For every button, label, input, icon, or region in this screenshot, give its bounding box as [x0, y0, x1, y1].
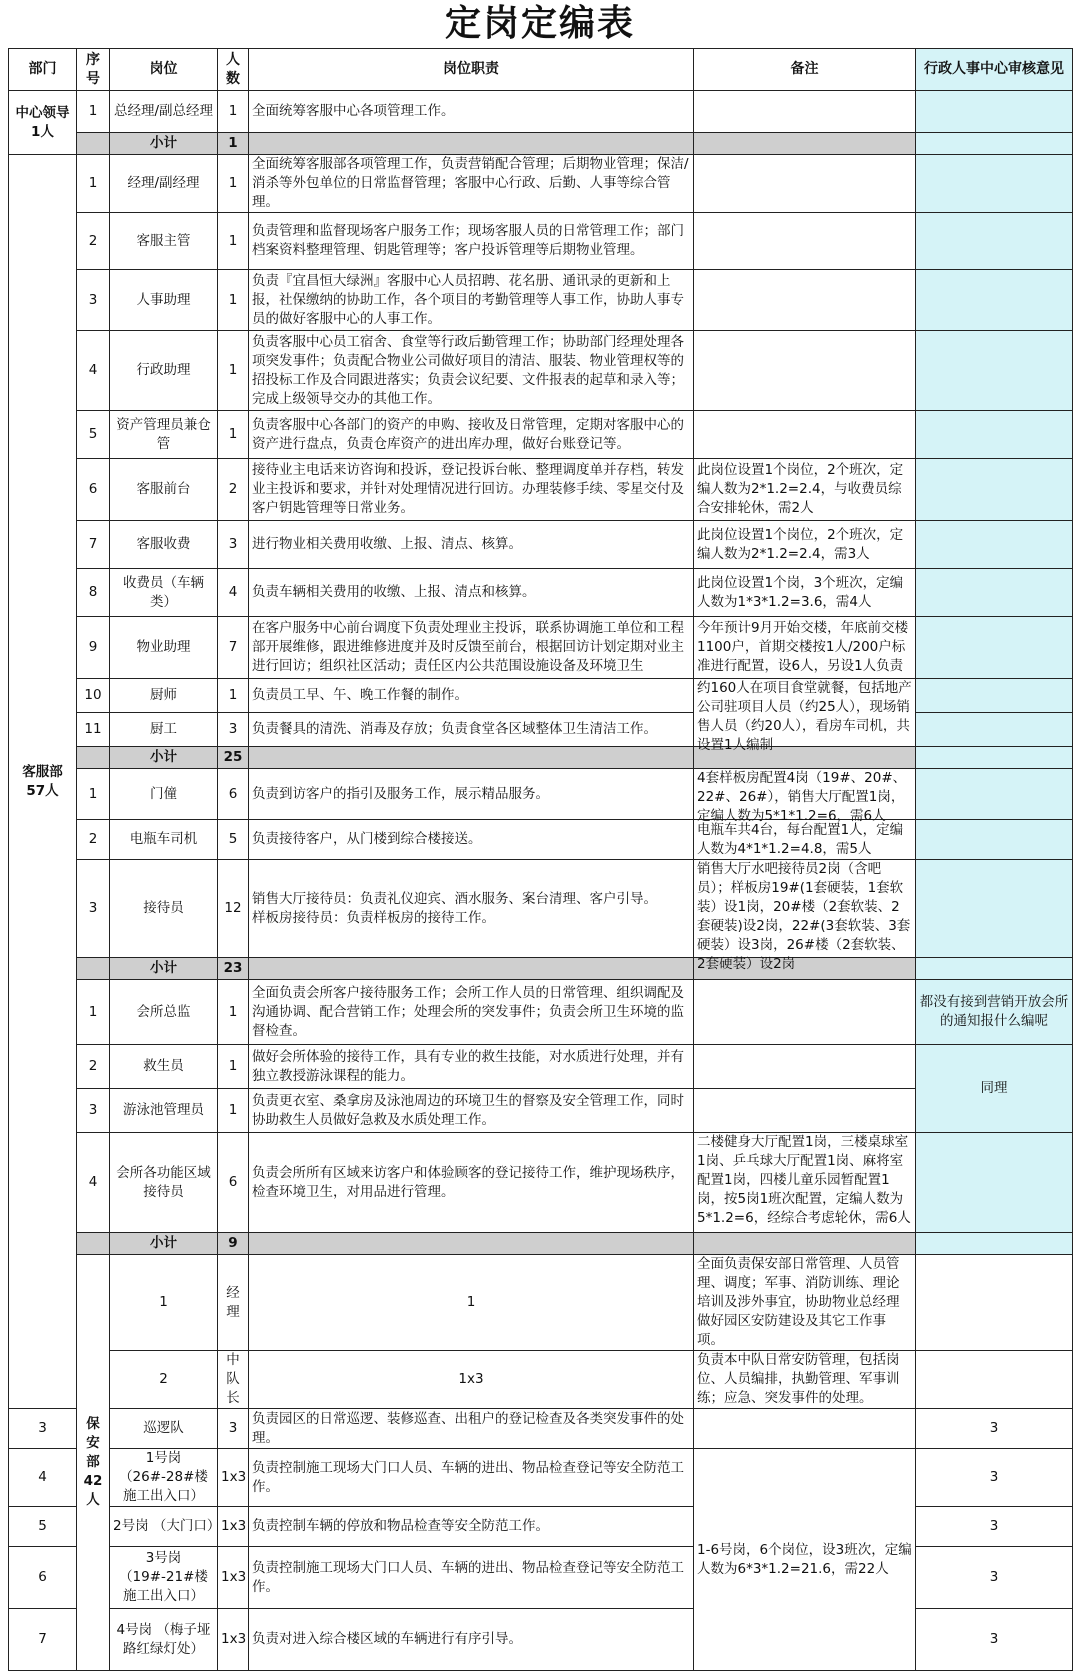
row-seq: 7 [9, 1609, 77, 1671]
row-review [916, 713, 1073, 747]
row-count: 6 [218, 1133, 249, 1233]
row-review: 3 [916, 1409, 1073, 1449]
row-review [916, 521, 1073, 569]
row-count: 3 [218, 713, 249, 747]
row-post: 客服主管 [110, 213, 218, 270]
row-seq: 1 [110, 1255, 218, 1351]
row-review: 3 [916, 1547, 1073, 1609]
table-row [9, 1255, 1073, 1351]
header-seq: 序号 [77, 49, 110, 91]
subtotal-row [9, 1233, 1073, 1255]
row-review: 都没有接到营销开放会所的通知报什么编呢 [916, 980, 1073, 1045]
row-duty: 负责接待客户，从门楼到综合楼接送。 [249, 820, 694, 860]
row-note [694, 91, 916, 133]
row-duty: 在客户服务中心前台调度下负责处理业主投诉，联系协调施工单位和工程部开展维修，跟进维修进度并及时反馈至前台，根据回访计划定期对业主进行回访；组织社区活动；责任区内公共范围设施设备及环境卫生 [249, 617, 694, 679]
row-duty: 负责控制施工现场大门口人员、车辆的进出、物品检查登记等安全防范工作。 [249, 1449, 694, 1507]
subtotal-review [916, 747, 1073, 769]
row-count: 1 [218, 411, 249, 459]
row-duty: 接待业主电话来访咨询和投诉，登记投诉台帐、整理调度单并存档，转发业主投诉和要求，并针对处理情况进行回访。办理装修手续、零星交付及客户钥匙管理等日常业务。 [249, 459, 694, 521]
table-header [9, 49, 1073, 91]
row-duty: 负责会所所有区域来访客户和体验顾客的登记接待工作，维护现场秩序，检查环境卫生，对用品进行管理。 [249, 1133, 694, 1233]
row-post: 救生员 [110, 1045, 218, 1089]
row-review [916, 331, 1073, 411]
row-note [694, 213, 916, 270]
row-duty: 进行物业相关费用收缴、上报、清点、核算。 [249, 521, 694, 569]
row-note: 此岗位设置1个岗，3个班次，定编人数为1*3*1.2=3.6，需4人 [694, 569, 916, 617]
row-note [694, 270, 916, 331]
header-count: 人数 [218, 49, 249, 91]
row-note [916, 1351, 1073, 1409]
table-row [9, 1409, 1073, 1449]
row-review [916, 155, 1073, 213]
subtotal-note [694, 1233, 916, 1255]
header-post: 岗位 [110, 49, 218, 91]
row-seq: 5 [77, 411, 110, 459]
row-seq: 2 [77, 1045, 110, 1089]
subtotal-review [916, 1233, 1073, 1255]
row-duty: 负责控制车辆的停放和物品检查等安全防范工作。 [249, 1507, 694, 1547]
row-seq: 6 [77, 459, 110, 521]
header-duty: 岗位职责 [249, 49, 694, 91]
subtotal-review [916, 133, 1073, 155]
row-post: 收费员（车辆类） [110, 569, 218, 617]
row-seq: 11 [77, 713, 110, 747]
row-note [694, 769, 916, 824]
row-review [916, 617, 1073, 679]
row-note [694, 679, 916, 753]
row-count: 1 [218, 679, 249, 713]
row-post: 物业助理 [110, 617, 218, 679]
row-review: 同理 [916, 1045, 1073, 1133]
row-review [916, 411, 1073, 459]
dept-security: 保安部 42人 [77, 1255, 110, 1671]
row-count: 1 [218, 1089, 249, 1133]
subtotal-seq [77, 747, 110, 769]
table-row [9, 679, 1073, 713]
row-seq: 4 [77, 331, 110, 411]
subtotal-seq [77, 133, 110, 155]
row-post: 资产管理员兼仓管 [110, 411, 218, 459]
row-duty: 负责控制施工现场大门口人员、车辆的进出、物品检查登记等安全防范工作。 [249, 1547, 694, 1609]
row-seq: 7 [77, 521, 110, 569]
row-note [694, 980, 916, 1045]
table-row [9, 980, 1073, 1045]
row-duty: 全面负责会所客户接待服务工作；会所工作人员的日常管理、组织调配及沟通协调、配合营销工作；处理会所的突发事件；负责会所卫生环境的监督检查。 [249, 980, 694, 1045]
row-post: 厨师 [110, 679, 218, 713]
row-post: 游泳池管理员 [110, 1089, 218, 1133]
subtotal-duty [249, 133, 694, 155]
header-review: 行政人事中心审核意见 [916, 49, 1073, 91]
subtotal-label: 小计 [110, 958, 218, 980]
row-count: 1 [218, 980, 249, 1045]
row-note [694, 1045, 916, 1089]
row-duty: 负责餐具的清洗、消毒及存放；负责食堂各区域整体卫生清洁工作。 [249, 713, 694, 747]
subtotal-duty [249, 1233, 694, 1255]
table-row [9, 860, 1073, 958]
row-post: 总经理/副总经理 [110, 91, 218, 133]
row-post: 门僮 [110, 769, 218, 820]
row-duty: 负责『宜昌恒大绿洲』客服中心人员招聘、花名册、通讯录的更新和上报，社保缴纳的协助工作，各个项目的考勤管理等人事工作，协助人事专员的做好客服中心的人事工作。 [249, 270, 694, 331]
subtotal-value: 23 [218, 958, 249, 980]
row-review: 3 [916, 1449, 1073, 1507]
table-row [9, 1351, 1073, 1409]
subtotal-label: 小计 [110, 133, 218, 155]
row-seq: 1 [77, 91, 110, 133]
table-row [9, 569, 1073, 617]
row-duty: 负责更衣室、桑拿房及泳池周边的环境卫生的督察及安全管理工作，同时协助救生人员做好急救及水质处理工作。 [249, 1089, 694, 1133]
page-title: 定岗定编表 [444, 3, 635, 44]
row-post: 4号岗 （梅子垭路红绿灯处） [110, 1609, 218, 1671]
row-post: 客服前台 [110, 459, 218, 521]
row-duty: 全面统筹客服中心各项管理工作。 [249, 91, 694, 133]
row-review [916, 679, 1073, 713]
table-row [9, 411, 1073, 459]
header-note: 备注 [694, 49, 916, 91]
row-duty: 负责园区的日常巡逻、装修巡查、出租户的登记检查及各类突发事件的处理。 [249, 1409, 694, 1449]
row-count: 1 [218, 91, 249, 133]
row-post: 1号岗 （26#-28#楼施工出入口） [110, 1449, 218, 1507]
row-note-shared: 1-6号岗，6个岗位，设3班次，定编人数为6*3*1.2=21.6，需22人 [694, 1449, 916, 1671]
row-seq: 6 [9, 1547, 77, 1609]
row-post: 2号岗 （大门口） [110, 1507, 218, 1547]
row-duty: 负责客服中心各部门的资产的申购、接收及日常管理，定期对客服中心的资产进行盘点，负责仓库资产的进出库办理，做好台账登记等。 [249, 411, 694, 459]
row-count: 1x3 [218, 1449, 249, 1507]
row-seq: 3 [9, 1409, 77, 1449]
table-row [9, 155, 1073, 213]
table-row [9, 617, 1073, 679]
row-seq: 8 [77, 569, 110, 617]
row-post: 接待员 [110, 860, 218, 958]
row-note [694, 331, 916, 411]
subtotal-value: 25 [218, 747, 249, 769]
note-text: 约160人在项目食堂就餐，包括地产公司驻项目人员（约25人），现场销售人员（约20人），看房车司机，共设置1人编制 [697, 680, 912, 753]
row-duty: 销售大厅接待员：负责礼仪迎宾、酒水服务、案台清理、客户引导。 样板房接待员：负责样板房的接待工作。 [249, 860, 694, 958]
row-seq: 4 [9, 1449, 77, 1507]
row-post: 巡逻队 [110, 1409, 218, 1449]
header-dept: 部门 [9, 49, 77, 91]
subtotal-label: 小计 [110, 747, 218, 769]
row-count: 1x3 [218, 1547, 249, 1609]
row-seq: 9 [77, 617, 110, 679]
row-review [916, 769, 1073, 820]
row-count: 1x3 [218, 1609, 249, 1671]
row-count: 12 [218, 860, 249, 958]
row-duty: 负责本中队日常安防管理，包括岗位、人员编排，执勤管理、军事训练；应急、突发事件的处理。 [694, 1351, 916, 1409]
staffing-table [8, 48, 1073, 1671]
row-count: 1 [218, 331, 249, 411]
row-duty: 负责客服中心员工宿舍、食堂等行政后勤管理工作；协助部门经理处理各项突发事件；负责配合物业公司做好项目的清洁、服装、物业管理权等的招投标工作及合同跟进落实；负责会议纪要、文件报表的起草和录入等；完成上级领导交办的其他工作。 [249, 331, 694, 411]
row-seq: 10 [77, 679, 110, 713]
row-duty: 负责到访客户的指引及服务工作，展示精品服务。 [249, 769, 694, 820]
row-seq: 3 [77, 1089, 110, 1133]
row-seq: 3 [77, 270, 110, 331]
row-note: 今年预计9月开始交楼，年底前交楼1100户，首期交楼按1人/200户标准进行配置，设6人，另设1人负责 [694, 617, 916, 679]
subtotal-duty [249, 958, 694, 980]
row-seq: 1 [77, 769, 110, 820]
note-text: 销售大厅水吧接待员2岗（含吧员）；样板房19#(1套硬装，1套软装）设1岗，20#楼（2套软装、2套硬装)设2岗，22#(3套软装、3套硬装）设3岗，26#楼（2套软装、2套硬装）设2岗 [697, 861, 911, 972]
row-post: 会所各功能区域接待员 [110, 1133, 218, 1233]
table-row [9, 459, 1073, 521]
row-duty: 负责员工早、午、晚工作餐的制作。 [249, 679, 694, 713]
subtotal-value: 9 [218, 1233, 249, 1255]
row-duty: 负责管理和监督现场客户服务工作；现场客服人员的日常管理工作；部门档案资料整理管理、钥匙管理等；客户投诉管理等后期物业管理。 [249, 213, 694, 270]
row-note [694, 411, 916, 459]
row-review [916, 91, 1073, 133]
row-post: 会所总监 [110, 980, 218, 1045]
row-seq: 4 [77, 1133, 110, 1233]
subtotal-row [9, 133, 1073, 155]
table-row [9, 769, 1073, 820]
subtotal-note [694, 133, 916, 155]
row-count: 1x3 [249, 1351, 694, 1409]
row-review [916, 270, 1073, 331]
row-review [916, 1133, 1073, 1233]
subtotal-review [916, 958, 1073, 980]
row-count: 5 [218, 820, 249, 860]
row-note [694, 860, 916, 972]
dept-center: 中心领导 1人 [9, 91, 77, 155]
row-post: 行政助理 [110, 331, 218, 411]
row-post: 经理 [218, 1255, 249, 1351]
table-row [9, 1045, 1073, 1089]
note-text: 二楼健身大厅配置1岗，三楼桌球室1岗、乒乓球大厅配置1岗、麻将室配置1岗，四楼儿童乐园暂配置1岗，按5岗1班次配置，定编人数为5*1.2=6，经综合考虑轮休，需6人 [697, 1134, 911, 1226]
subtotal-seq [77, 1233, 110, 1255]
row-count: 6 [218, 769, 249, 820]
row-count: 1 [218, 1045, 249, 1089]
row-seq: 2 [77, 820, 110, 860]
row-count: 4 [218, 569, 249, 617]
table-row [9, 521, 1073, 569]
row-duty: 负责对进入综合楼区域的车辆进行有序引导。 [249, 1609, 694, 1671]
row-review [916, 459, 1073, 521]
row-review: 3 [916, 1609, 1073, 1671]
row-review [916, 213, 1073, 270]
row-seq: 1 [77, 980, 110, 1045]
table-row [9, 1089, 1073, 1133]
row-review [916, 820, 1073, 860]
row-count: 1 [218, 270, 249, 331]
row-note: 电瓶车共4台，每台配置1人，定编人数为4*1*1.2=4.8，需5人 [694, 820, 916, 860]
row-note [694, 1133, 916, 1233]
row-post: 电瓶车司机 [110, 820, 218, 860]
row-note [694, 1409, 916, 1449]
row-duty: 全面统筹客服部各项管理工作，负责营销配合管理；后期物业管理；保洁/消杀等外包单位的日常监督管理；客服中心行政、后勤、人事等综合管理。 [249, 155, 694, 213]
subtotal-value: 1 [218, 133, 249, 155]
row-post: 中队长 [218, 1351, 249, 1409]
subtotal-seq [77, 958, 110, 980]
row-count: 3 [218, 1409, 249, 1449]
subtotal-duty [249, 747, 694, 769]
dept-service: 客服部 57人 [9, 155, 77, 1409]
row-note [916, 1255, 1073, 1351]
row-review [916, 860, 1073, 958]
row-note [694, 1089, 916, 1133]
row-note: 此岗位设置1个岗位，2个班次，定编人数为2*1.2=2.4，与收费员综合安排轮休，需2人 [694, 459, 916, 521]
row-seq: 2 [110, 1351, 218, 1409]
table-row [9, 331, 1073, 411]
row-duty: 做好会所体验的接待工作，具有专业的救生技能，对水质进行处理，并有独立教授游泳课程的能力。 [249, 1045, 694, 1089]
row-review: 3 [916, 1507, 1073, 1547]
table-row [9, 213, 1073, 270]
table-row [9, 91, 1073, 133]
row-duty: 负责车辆相关费用的收缴、上报、清点和核算。 [249, 569, 694, 617]
row-seq: 1 [77, 155, 110, 213]
row-seq: 5 [9, 1507, 77, 1547]
subtotal-label: 小计 [110, 1233, 218, 1255]
subtotal-row [9, 747, 1073, 769]
row-post: 人事助理 [110, 270, 218, 331]
row-count: 7 [218, 617, 249, 679]
row-seq: 2 [77, 213, 110, 270]
row-post: 经理/副经理 [110, 155, 218, 213]
table-row [9, 270, 1073, 331]
row-count: 1 [249, 1255, 694, 1351]
subtotal-row [9, 958, 1073, 980]
table-row [9, 820, 1073, 860]
row-count: 1x3 [218, 1507, 249, 1547]
row-post: 厨工 [110, 713, 218, 747]
row-count: 1 [218, 155, 249, 213]
table-row [9, 1133, 1073, 1233]
row-post: 客服收费 [110, 521, 218, 569]
row-count: 3 [218, 521, 249, 569]
table-row [9, 1449, 1073, 1507]
row-review [916, 569, 1073, 617]
row-count: 2 [218, 459, 249, 521]
row-note [694, 155, 916, 213]
row-count: 1 [218, 213, 249, 270]
row-seq: 3 [77, 860, 110, 958]
row-note: 此岗位设置1个岗位，2个班次，定编人数为2*1.2=2.4，需3人 [694, 521, 916, 569]
note-text: 4套样板房配置4岗（19#、20#、22#、26#），销售大厅配置1岗，定编人数为5*1*1.2=6，需6人 [697, 770, 907, 824]
row-post: 3号岗 （19#-21#楼施工出入口） [110, 1547, 218, 1609]
row-duty: 全面负责保安部日常管理、人员管理、调度；军事、消防训练、理论培训及涉外事宜，协助物业总经理做好园区安防建设及其它工作事项。 [694, 1255, 916, 1351]
